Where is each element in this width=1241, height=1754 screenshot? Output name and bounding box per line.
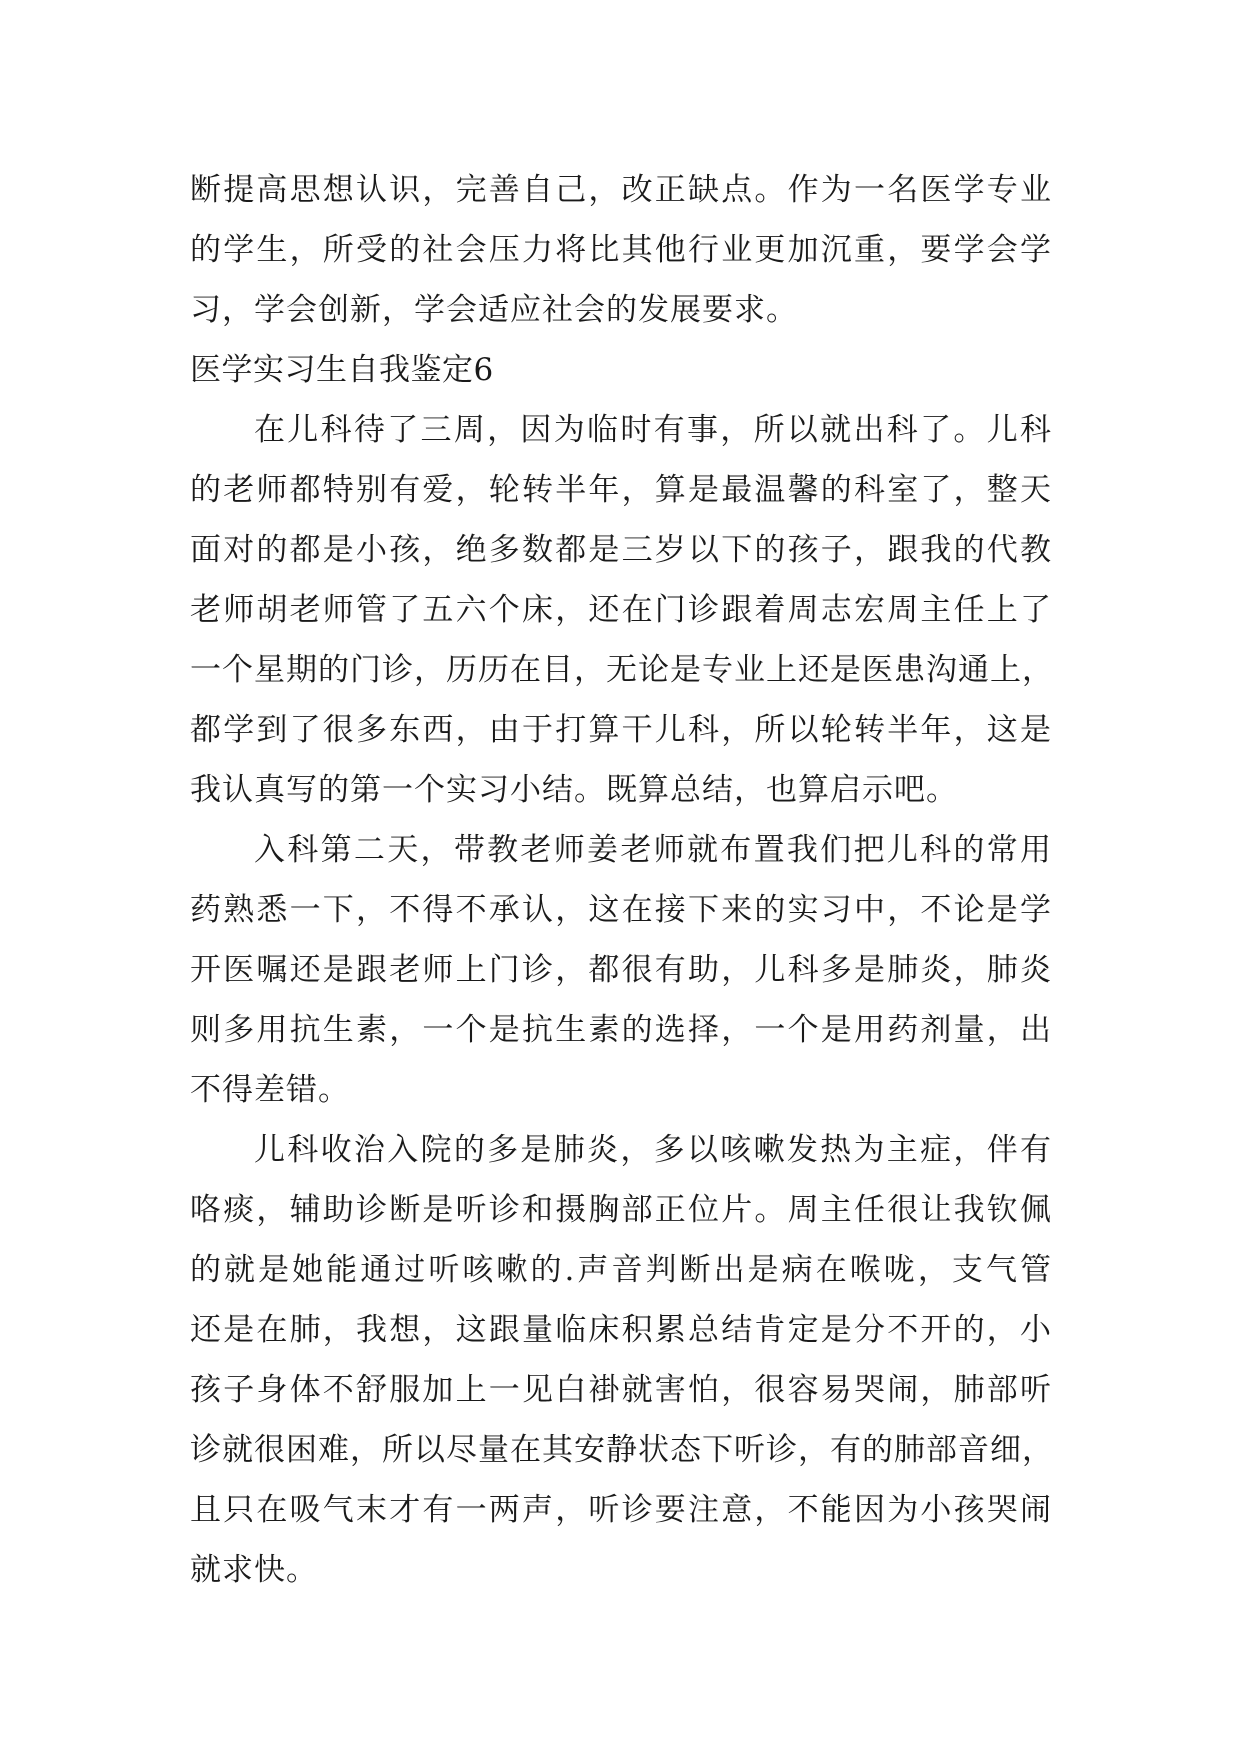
document-page xyxy=(190,160,1052,1600)
paragraph-line: 面对的都是小孩，绝多数都是三岁以下的孩子，跟我的代教 xyxy=(190,532,1052,568)
paragraph-line: 习，学会创新，学会适应社会的发展要求。 xyxy=(190,292,798,328)
paragraph-line: 就求快。 xyxy=(190,1552,318,1588)
paragraph-line: 咯痰，辅助诊断是听诊和摄胸部正位片。周主任很让我钦佩 xyxy=(190,1192,1052,1228)
paragraph-line: 且只在吸气末才有一两声，听诊要注意，不能因为小孩哭闹 xyxy=(190,1492,1052,1528)
paragraph-line: 儿科收治入院的多是肺炎，多以咳嗽发热为主症，伴有 xyxy=(254,1132,1052,1168)
paragraph-line: 诊就很困难，所以尽量在其安静状态下听诊，有的肺部音细， xyxy=(190,1432,1054,1468)
paragraph-line: 在儿科待了三周，因为临时有事，所以就出科了。儿科 xyxy=(254,412,1052,448)
paragraph-line: 都学到了很多东西，由于打算干儿科，所以轮转半年，这是 xyxy=(190,712,1052,748)
paragraph-line: 的就是她能通过听咳嗽的.声音判断出是病在喉咙，支气管 xyxy=(190,1252,1052,1288)
paragraph-line: 孩子身体不舒服加上一见白褂就害怕，很容易哭闹，肺部听 xyxy=(190,1372,1052,1408)
paragraph-line: 断提高思想认识，完善自己，改正缺点。作为一名医学专业 xyxy=(190,172,1052,208)
paragraph-line: 老师胡老师管了五六个床，还在门诊跟着周志宏周主任上了 xyxy=(190,592,1052,628)
paragraph-line: 一个星期的门诊，历历在目，无论是专业上还是医患沟通上， xyxy=(190,652,1054,688)
paragraph-line: 则多用抗生素，一个是抗生素的选择，一个是用药剂量，出 xyxy=(190,1012,1052,1048)
paragraph-line: 药熟悉一下，不得不承认，这在接下来的实习中，不论是学 xyxy=(190,892,1052,928)
paragraph-line: 不得差错。 xyxy=(190,1072,350,1108)
paragraph-line: 开医嘱还是跟老师上门诊，都很有助，儿科多是肺炎，肺炎 xyxy=(190,952,1052,988)
paragraph-line: 还是在肺，我想，这跟量临床积累总结肯定是分不开的，小 xyxy=(190,1312,1052,1348)
paragraph-line: 的老师都特别有爱，轮转半年，算是最温馨的科室了，整天 xyxy=(190,472,1052,508)
paragraph-line: 的学生，所受的社会压力将比其他行业更加沉重，要学会学 xyxy=(190,232,1052,268)
paragraph-line: 我认真写的第一个实习小结。既算总结，也算启示吧。 xyxy=(190,772,958,808)
paragraph-line: 入科第二天，带教老师姜老师就布置我们把儿科的常用 xyxy=(254,832,1052,868)
section-heading: 医学实习生自我鉴定6 xyxy=(190,352,494,388)
